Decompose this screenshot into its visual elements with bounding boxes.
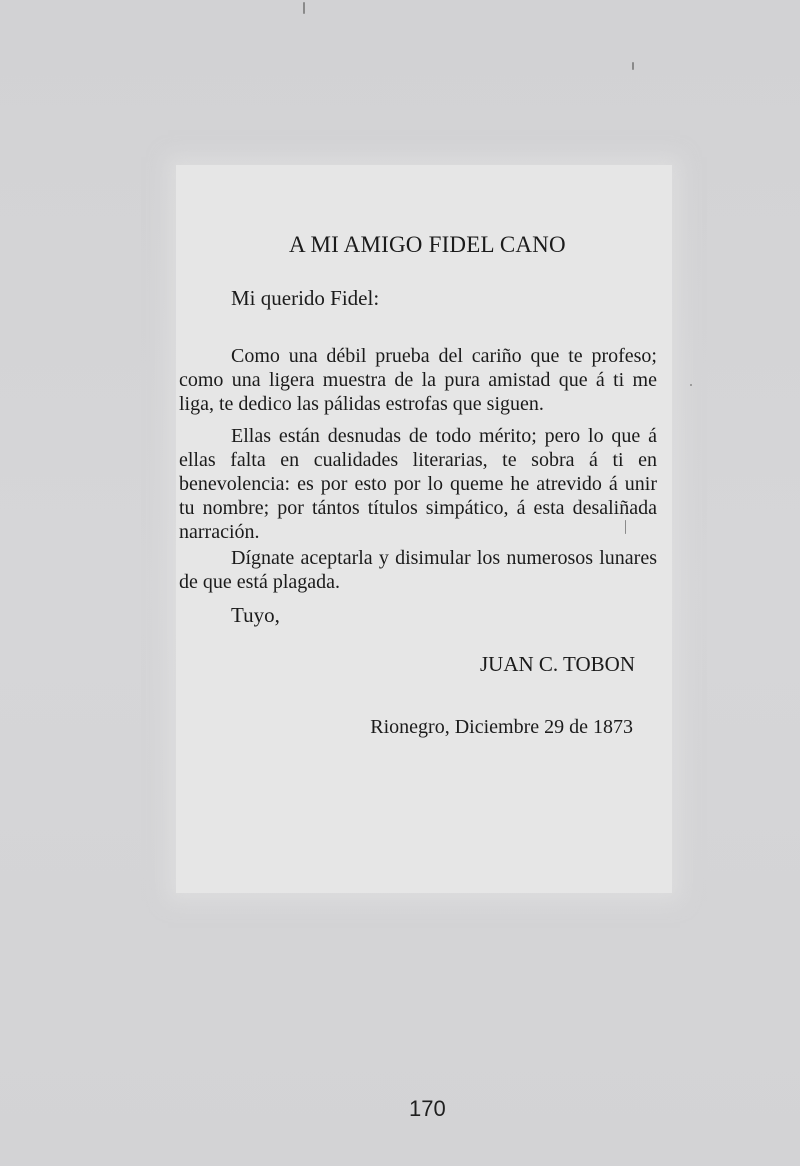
salutation: Mi querido Fidel: [231, 286, 380, 310]
place-date: Rionegro, Diciembre 29 de 1873 [370, 716, 633, 738]
scan-speck [303, 2, 305, 14]
dedication-title: A MI AMIGO FIDEL CANO [289, 232, 566, 257]
paragraph-1: Como una débil prueba del cariño que te profeso; como una ligera muestra de la pura amistad que á ti me liga, te dedico las pálidas estrofas que siguen. [179, 345, 657, 415]
signature: JUAN C. TOBON [480, 652, 635, 676]
closing: Tuyo, [231, 603, 280, 627]
page-number: 170 [409, 1096, 446, 1121]
paragraph-2: Ellas están desnudas de todo mérito; pero lo que á ellas falta en cualidades literarias, te sobra á ti en benevolencia: es por esto por lo queme he atrevido á unir tu nombre; por tántos títulos simpático, á esta desaliñada narración. [179, 425, 657, 543]
scan-speck [632, 62, 634, 70]
paragraph-3: Dígnate aceptarla y disimular los numerosos lunares de que está plagada. [179, 547, 657, 593]
scan-speck [690, 384, 692, 386]
